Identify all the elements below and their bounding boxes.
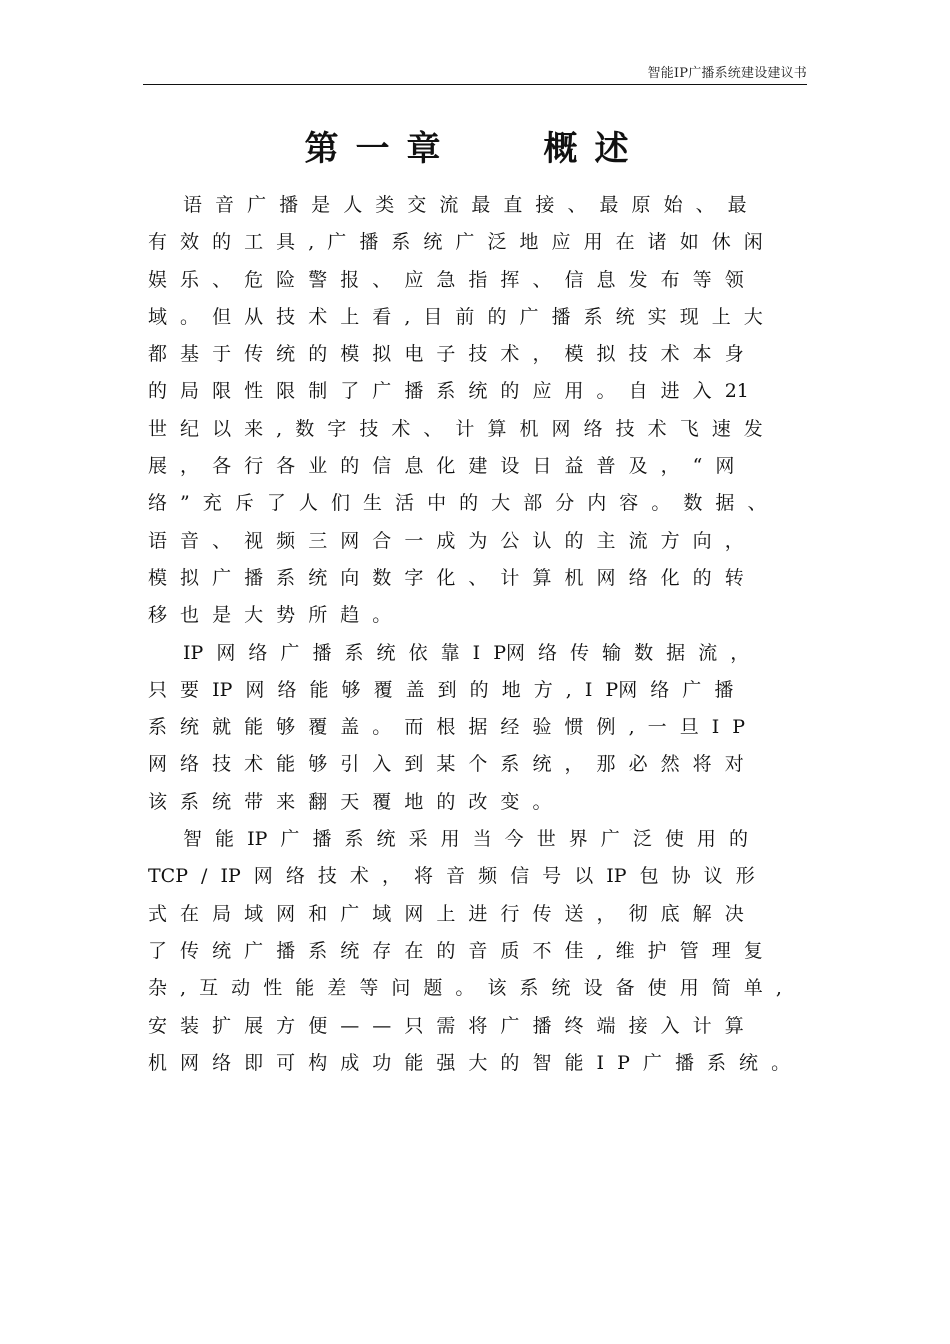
- chapter-number: 第一章: [304, 129, 458, 169]
- paragraph-line: 世 纪 以 来 , 数 字 技 术 、 计 算 机 网 络 技 术 飞 速 发: [148, 417, 763, 440]
- paragraph-line: 智 能 IP 广 播 系 统 采 用 当 今 世 界 广 泛 使 用 的: [183, 828, 748, 851]
- paragraph-line: 系 统 就 能 够 覆 盖 。 而 根 据 经 验 惯 例 , 一 旦 I P: [148, 716, 746, 739]
- paragraph-line: 了 传 统 广 播 系 统 存 在 的 音 质 不 佳 , 维 护 管 理 复: [148, 939, 763, 962]
- paragraph-line: 杂 , 互 动 性 能 差 等 问 题 。 该 系 统 设 备 使 用 简 单 ,: [148, 977, 782, 1000]
- paragraph-line: 的 局 限 性 限 制 了 广 播 系 统 的 应 用 。 自 进 入 21: [148, 380, 749, 403]
- paragraph-line: IP 网 络 广 播 系 统 依 靠 I P网 络 传 输 数 据 流 ，: [183, 641, 750, 664]
- running-header: 智能IP广播系统建设建议书: [647, 66, 807, 81]
- paragraph-line: 模 拟 广 播 系 统 向 数 字 化 、 计 算 机 网 络 化 的 转: [148, 566, 744, 589]
- paragraph-line: 展 ， 各 行 各 业 的 信 息 化 建 设 日 益 普 及 ， “ 网: [148, 455, 735, 478]
- chapter-title: [0, 126, 950, 172]
- paragraph-line: 都 基 于 传 统 的 模 拟 电 子 技 术 ， 模 拟 技 术 本 身: [148, 343, 744, 366]
- paragraph-line: 络 ” 充 斥 了 人 们 生 活 中 的 大 部 分 内 容 。 数 据 、: [148, 492, 767, 515]
- paragraph-line: 有 效 的 工 具 , 广 播 系 统 广 泛 地 应 用 在 诸 如 休 闲: [148, 231, 763, 254]
- body-text: [148, 187, 828, 1082]
- paragraph-line: 娱 乐 、 危 险 警 报 、 应 急 指 挥 、 信 息 发 布 等 领: [148, 268, 744, 291]
- paragraph-line: 安 装 扩 展 方 便 — — 只 需 将 广 播 终 端 接 入 计 算: [148, 1014, 744, 1037]
- paragraph-line: 语 音 广 播 是 人 类 交 流 最 直 接 、 最 原 始 、 最: [183, 194, 747, 216]
- paragraph-line: 式 在 局 域 网 和 广 域 网 上 进 行 传 送 ， 彻 底 解 决: [148, 902, 744, 925]
- paragraph-line: 只 要 IP 网 络 能 够 覆 盖 到 的 地 方 , I P网 络 广 播: [148, 678, 734, 701]
- paragraph-line: TCP / IP 网 络 技 术 ， 将 音 频 信 号 以 IP 包 协 议 形: [148, 865, 755, 888]
- header-divider: [143, 84, 807, 85]
- chapter-name: 概述: [543, 129, 646, 169]
- paragraph-line: 网 络 技 术 能 够 引 入 到 某 个 系 统 ， 那 必 然 将 对: [148, 753, 744, 776]
- paragraph-line: 该 系 统 带 来 翻 天 覆 地 的 改 变 。: [148, 790, 552, 813]
- paragraph-line: 域 。 但 从 技 术 上 看 , 目 前 的 广 播 系 统 实 现 上 大: [148, 305, 763, 328]
- paragraph-line: 语 音 、 视 频 三 网 合 一 成 为 公 认 的 主 流 方 向 ，: [148, 529, 744, 552]
- paragraph-line: 机 网 络 即 可 构 成 功 能 强 大 的 智 能 I P 广 播 系 统 。: [148, 1051, 791, 1074]
- paragraph-line: 移 也 是 大 势 所 趋 。: [148, 604, 392, 627]
